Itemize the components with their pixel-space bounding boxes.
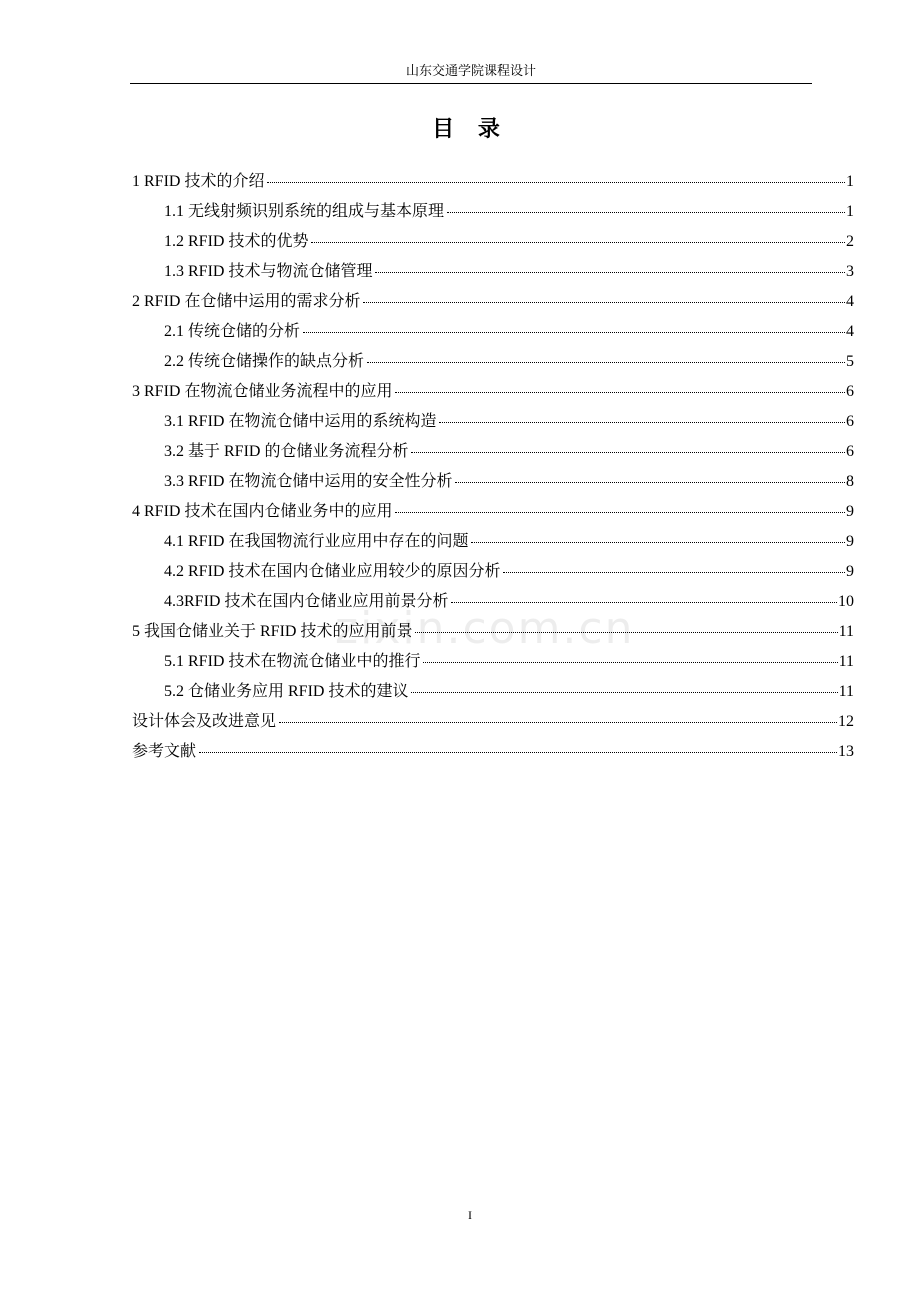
- toc-dot-leader: [311, 224, 845, 243]
- toc-dot-leader: [395, 374, 845, 393]
- toc-entry[interactable]: [132, 497, 854, 527]
- toc-dot-leader: [279, 704, 837, 723]
- toc-entry-page: 2: [846, 233, 854, 250]
- page-number: I: [468, 1208, 472, 1222]
- toc-entry-page: 4: [846, 293, 854, 310]
- toc-dot-leader: [367, 344, 845, 363]
- toc-entry-page: 11: [838, 653, 854, 670]
- toc-entry-page: 6: [846, 383, 854, 400]
- toc-entry[interactable]: [132, 467, 854, 497]
- toc-entry[interactable]: [132, 167, 854, 197]
- table-of-contents: [132, 167, 854, 767]
- toc-entry[interactable]: [132, 677, 854, 707]
- toc-dot-leader: [451, 584, 837, 603]
- toc-entry[interactable]: [132, 347, 854, 377]
- toc-dot-leader: [411, 434, 845, 453]
- toc-entry-title: 2.1 传统仓储的分析: [164, 323, 301, 340]
- toc-entry-page: 1: [846, 203, 854, 220]
- toc-dot-leader: [199, 734, 837, 753]
- toc-entry-page: 8: [846, 473, 854, 490]
- toc-entry-title: 1.3 RFID 技术与物流仓储管理: [164, 263, 373, 280]
- toc-entry-title: 5 我国仓储业关于 RFID 技术的应用前景: [132, 623, 413, 640]
- toc-entry[interactable]: [132, 257, 854, 287]
- toc-entry[interactable]: [132, 287, 854, 317]
- toc-dot-leader: [503, 554, 845, 573]
- toc-entry-title: 1 RFID 技术的介绍: [132, 173, 265, 190]
- toc-dot-leader: [447, 194, 845, 213]
- toc-entry-page: 12: [838, 713, 854, 730]
- toc-entry-page: 13: [838, 743, 854, 760]
- toc-entry-title: 4 RFID 技术在国内仓储业务中的应用: [132, 503, 393, 520]
- toc-entry-page: 5: [846, 353, 854, 370]
- toc-entry-title: 4.2 RFID 技术在国内仓储业应用较少的原因分析: [164, 563, 501, 580]
- toc-entry-page: 9: [846, 533, 854, 550]
- toc-dot-leader: [375, 254, 845, 273]
- header-divider: [130, 83, 812, 84]
- toc-entry-title: 5.2 仓储业务应用 RFID 技术的建议: [164, 683, 409, 700]
- toc-dot-leader: [471, 524, 845, 543]
- toc-entry-title: 2.2 传统仓储操作的缺点分析: [164, 353, 365, 370]
- toc-entry[interactable]: [132, 407, 854, 437]
- toc-entry[interactable]: [132, 317, 854, 347]
- page-header: 山东交通学院课程设计: [405, 63, 536, 78]
- toc-entry-title: 3.3 RFID 在物流仓储中运用的安全性分析: [164, 473, 453, 490]
- toc-dot-leader: [267, 164, 845, 183]
- toc-entry-title: 4.1 RFID 在我国物流行业应用中存在的问题: [164, 533, 469, 550]
- toc-dot-leader: [415, 614, 837, 633]
- toc-dot-leader: [411, 674, 837, 693]
- toc-entry-title: 3 RFID 在物流仓储业务流程中的应用: [132, 383, 393, 400]
- toc-entry[interactable]: [132, 197, 854, 227]
- toc-entry-page: 4: [846, 323, 854, 340]
- toc-entry[interactable]: [132, 737, 854, 767]
- toc-title: 目 录: [432, 117, 508, 142]
- toc-entry-page: 6: [846, 413, 854, 430]
- toc-entry[interactable]: [132, 707, 854, 737]
- toc-dot-leader: [455, 464, 845, 483]
- toc-entry[interactable]: [132, 557, 854, 587]
- toc-entry[interactable]: [132, 647, 854, 677]
- toc-entry[interactable]: [132, 587, 854, 617]
- toc-dot-leader: [363, 284, 845, 303]
- toc-entry-title: 1.2 RFID 技术的优势: [164, 233, 309, 250]
- toc-entry-title: 1.1 无线射频识别系统的组成与基本原理: [164, 203, 445, 220]
- toc-entry[interactable]: [132, 617, 854, 647]
- toc-entry-page: 10: [838, 593, 854, 610]
- toc-entry-page: 6: [846, 443, 854, 460]
- toc-dot-leader: [395, 494, 845, 513]
- toc-entry-title: 3.1 RFID 在物流仓储中运用的系统构造: [164, 413, 437, 430]
- toc-entry-page: 1: [846, 173, 854, 190]
- toc-entry-page: 9: [846, 503, 854, 520]
- toc-entry[interactable]: [132, 227, 854, 257]
- toc-dot-leader: [423, 644, 837, 663]
- toc-entry[interactable]: [132, 437, 854, 467]
- toc-entry-page: 9: [846, 563, 854, 580]
- toc-entry-title: 参考文献: [132, 743, 197, 760]
- toc-entry-page: 3: [846, 263, 854, 280]
- watermark: zixin.com.cn: [335, 603, 635, 654]
- toc-dot-leader: [439, 404, 845, 423]
- toc-entry-title: 设计体会及改进意见: [132, 713, 277, 730]
- toc-entry[interactable]: [132, 527, 854, 557]
- toc-entry-title: 3.2 基于 RFID 的仓储业务流程分析: [164, 443, 409, 460]
- toc-entry[interactable]: [132, 377, 854, 407]
- toc-entry-title: 4.3RFID 技术在国内仓储业应用前景分析: [164, 593, 449, 610]
- toc-entry-page: 11: [838, 683, 854, 700]
- toc-entry-title: 2 RFID 在仓储中运用的需求分析: [132, 293, 361, 310]
- toc-dot-leader: [303, 314, 845, 333]
- toc-entry-title: 5.1 RFID 技术在物流仓储业中的推行: [164, 653, 421, 670]
- toc-entry-page: 11: [838, 623, 854, 640]
